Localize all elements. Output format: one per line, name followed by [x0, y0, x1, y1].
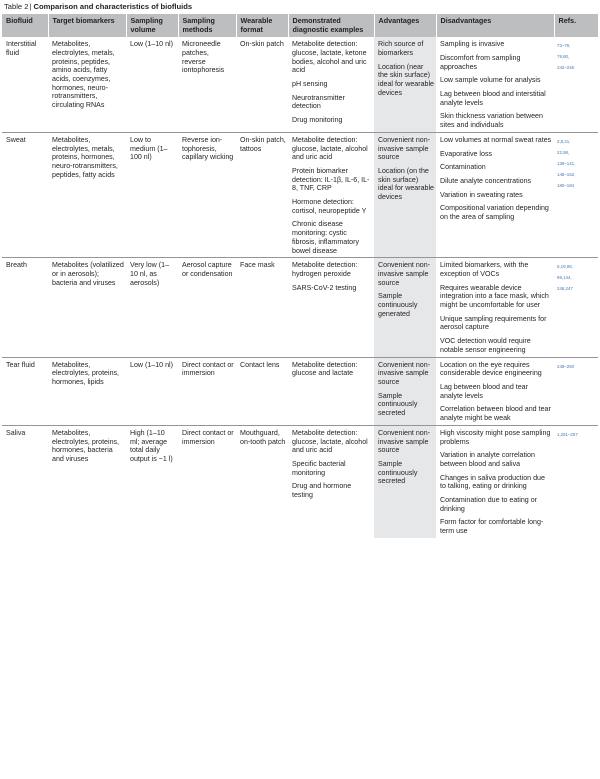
cell-disadvantages: [436, 357, 554, 425]
cell-advantages: [374, 357, 436, 425]
disadvantage-item: Variation in sweating rates: [440, 190, 523, 199]
cell-advantages: [374, 37, 436, 132]
table-row-saliva: [2, 425, 598, 538]
disadvantage-item: VOC detection would require notable sensor engineering: [440, 337, 531, 354]
example-item: Metabolite detection: glucose, lactate, alcohol and uric acid: [292, 428, 368, 455]
advantage-item: Location (on the skin surface) ideal for wearable devices: [378, 166, 434, 202]
cell-sampling-volume: Low (1–10 nl): [130, 360, 173, 369]
disadvantage-item: Form factor for comfortable long-term use: [440, 518, 544, 536]
disadvantage-item: Skin thickness variation between sites and individuals: [440, 112, 543, 130]
disadvantage-item: Location on the eye requires considerable device engineering: [440, 360, 542, 378]
advantage-item: Convenient non-invasive sample source: [378, 135, 431, 162]
cell-wearable-format: On-skin patch: [240, 40, 284, 49]
cell-target-biomarkers: Metabolites, electrolytes, metals, proteins, hormones, neuro-rotransmitters, peptides, fatty acids: [52, 135, 118, 179]
advantage-item: Sample continuously secreted: [378, 391, 418, 418]
cell-target-biomarkers: Metabolites, electrolytes, metals, proteins, peptides, amino acids, fatty acids, coenzymes, hormones, neuro-rotransmitters, circulating RNAs: [52, 40, 115, 110]
ref-link[interactable]: 2,8,21,: [557, 138, 571, 144]
disadvantage-item: High viscosity might pose sampling problems: [440, 428, 551, 446]
cell-disadvantages: [436, 37, 554, 132]
disadvantage-item: Variation in analyte correlation between blood and saliva: [440, 451, 535, 468]
header-wearable-format: Wearable format: [236, 14, 288, 37]
table-row-breath: [2, 258, 598, 357]
ref-link[interactable]: 138–141,: [557, 160, 576, 166]
example-item: Metabolite detection: glucose, lactate, alcohol and uric acid: [292, 135, 368, 162]
disadvantage-item: Changes in saliva production due to talking, eating or drinking: [440, 473, 545, 491]
example-item: Drug and hormone testing: [292, 482, 352, 500]
cell-diagnostic-examples: [288, 258, 374, 357]
cell-sampling-volume: High (1–10 ml; average total daily output is ~1 l): [130, 428, 173, 463]
ref-link[interactable]: 73–76,: [557, 43, 571, 49]
disadvantage-item: Sampling is invasive: [440, 40, 505, 49]
ref-link[interactable]: 246,247: [557, 286, 573, 292]
cell-disadvantages: [436, 258, 554, 357]
ref-link[interactable]: 5,19,98,: [557, 264, 573, 270]
table-row-sweat: [2, 132, 598, 257]
cell-target-biomarkers: Metabolites (volatilized or in aerosols); bacteria and viruses: [52, 261, 124, 287]
disadvantage-item: Contamination due to eating or drinking: [440, 496, 538, 513]
disadvantage-item: Discomfort from sampling approaches: [440, 53, 521, 71]
example-item: Chronic disease monitoring: cystic fibrosis, inflammatory bowel disease: [292, 220, 360, 255]
cell-advantages: [374, 425, 436, 538]
header-disadvantages: Disadvantages: [436, 14, 554, 37]
cell-sampling-methods: Microneedle patches, reverse iontophoresis: [182, 40, 225, 75]
disadvantage-item: Dilute analyte concentrations: [440, 176, 532, 185]
example-item: Hormone detection: cortisol, neuropeptide Y: [292, 198, 367, 215]
disadvantage-item: Correlation between blood and tear analyte might be weak: [440, 405, 551, 423]
disadvantage-item: Evaporative loss: [440, 149, 493, 158]
cell-biofluid: Sweat: [6, 135, 26, 144]
cell-diagnostic-examples: [288, 425, 374, 538]
cell-diagnostic-examples: [288, 37, 374, 132]
cell-target-biomarkers: Metabolites, electrolytes, proteins, hormones, bacteria and viruses: [52, 428, 120, 463]
header-sampling-methods: Sampling methods: [178, 14, 236, 37]
advantage-item: Convenient non-invasive sample source: [378, 261, 431, 287]
ref-link[interactable]: 248–250: [557, 363, 575, 369]
disadvantage-item: Low sample volume for analysis: [440, 76, 541, 85]
header-target-biomarkers: Target biomarkers: [48, 14, 126, 37]
cell-wearable-format: On-skin patch, tattoos: [240, 135, 286, 153]
cell-sampling-volume: Low to medium (1–100 nl): [130, 135, 168, 162]
table-title: Comparison and characteristics of biofluids: [33, 2, 193, 11]
disadvantage-item: Contamination: [440, 163, 486, 172]
cell-wearable-format: Mouthguard, on-tooth patch: [240, 428, 286, 446]
cell-refs: [554, 37, 598, 132]
ref-link[interactable]: 1,251–257: [557, 431, 578, 437]
advantage-item: Sample continuously generated: [378, 292, 418, 318]
cell-diagnostic-examples: [288, 132, 374, 257]
disadvantage-item: Lag between blood and tear analyte levels: [440, 382, 528, 400]
cell-wearable-format: Contact lens: [240, 360, 280, 369]
cell-biofluid: Saliva: [6, 428, 26, 437]
ref-link[interactable]: 79,80,: [557, 54, 570, 60]
example-item: Drug monitoring: [292, 116, 343, 125]
example-item: Neurotransmitter detection: [292, 93, 345, 111]
header-diagnostic-examples: Demonstrated diagnostic examples: [288, 14, 374, 37]
disadvantage-item: Low volumes at normal sweat rates: [440, 135, 552, 144]
table-row-interstitial-fluid: [2, 37, 598, 132]
header-biofluid: Biofluid: [2, 14, 48, 37]
example-item: Metabolite detection: hydrogen peroxide: [292, 261, 358, 278]
disadvantage-item: Unique sampling requirements for aerosol capture: [440, 314, 547, 332]
cell-refs: [554, 357, 598, 425]
cell-sampling-methods: Direct contact or immersion: [182, 360, 234, 378]
header-sampling-volume: Sampling volume: [126, 14, 178, 37]
cell-biofluid: Interstitial fluid: [6, 40, 37, 57]
cell-target-biomarkers: Metabolites, electrolytes, proteins, hormones, lipids: [52, 360, 120, 386]
cell-refs: [554, 425, 598, 538]
example-item: Specific bacterial monitoring: [292, 459, 346, 477]
ref-link[interactable]: 148–152,: [557, 171, 576, 177]
disadvantage-item: Compositional variation depending on the area of sampling: [440, 204, 549, 222]
example-item: Metabolite detection: glucose and lactate: [292, 360, 358, 378]
cell-sampling-methods: Direct contact or immersion: [182, 428, 234, 446]
disadvantage-item: Lag between blood and interstitial analyte levels: [440, 90, 546, 107]
advantage-item: Sample continuously secreted: [378, 459, 418, 486]
example-item: Metabolite detection: glucose, lactate, ketone bodies, alcohol and uric acid: [292, 40, 367, 75]
example-item: pH sensing: [292, 80, 328, 88]
ref-link[interactable]: 99,144,: [557, 275, 572, 281]
example-item: Protein biomarker detection: IL-1β, IL-6, IL-8, TNF, CRP: [292, 166, 370, 193]
table-number: Table 2: [4, 2, 29, 11]
cell-biofluid: Breath: [6, 261, 27, 270]
biofluid-table: [2, 14, 598, 538]
cell-refs: [554, 258, 598, 357]
cell-disadvantages: [436, 132, 554, 257]
advantage-item: Location (near the skin surface) ideal for wearable devices: [378, 62, 434, 97]
ref-link[interactable]: 180–184: [557, 182, 575, 188]
cell-wearable-format: Face mask: [240, 261, 275, 270]
table-caption: [4, 2, 192, 12]
advantage-item: Rich source of biomarkers: [378, 40, 424, 57]
disadvantage-item: Limited biomarkers, with the exception of VOCs: [440, 261, 529, 278]
cell-biofluid: Tear fluid: [6, 360, 35, 369]
header-advantages: Advantages: [374, 14, 436, 37]
disadvantage-item: Requires wearable device integration into a face mask, which might be uncomfortable for user: [440, 283, 549, 310]
cell-sampling-methods: Aerosol capture or condensation: [182, 261, 233, 278]
cell-sampling-methods: Reverse ion-tophoresis, capillary wicking: [182, 135, 234, 162]
cell-refs: [554, 132, 598, 257]
cell-disadvantages: [436, 425, 554, 538]
cell-sampling-volume: Low (1–10 nl): [130, 40, 173, 49]
example-item: SARS-CoV-2 testing: [292, 283, 357, 292]
advantage-item: Convenient non-invasive sample source: [378, 428, 431, 455]
table-header-row: [2, 14, 598, 37]
cell-advantages: [374, 132, 436, 257]
caption-separator: |: [29, 2, 32, 11]
ref-link[interactable]: 242–245: [557, 65, 575, 71]
advantage-item: Convenient non-invasive sample source: [378, 360, 431, 386]
cell-advantages: [374, 258, 436, 357]
table-row-tear-fluid: [2, 357, 598, 425]
header-refs: Refs.: [554, 14, 598, 37]
cell-diagnostic-examples: [288, 357, 374, 425]
ref-link[interactable]: 22,98,: [557, 149, 570, 155]
cell-sampling-volume: Very low (1–10 nl, as aerosols): [130, 261, 170, 287]
